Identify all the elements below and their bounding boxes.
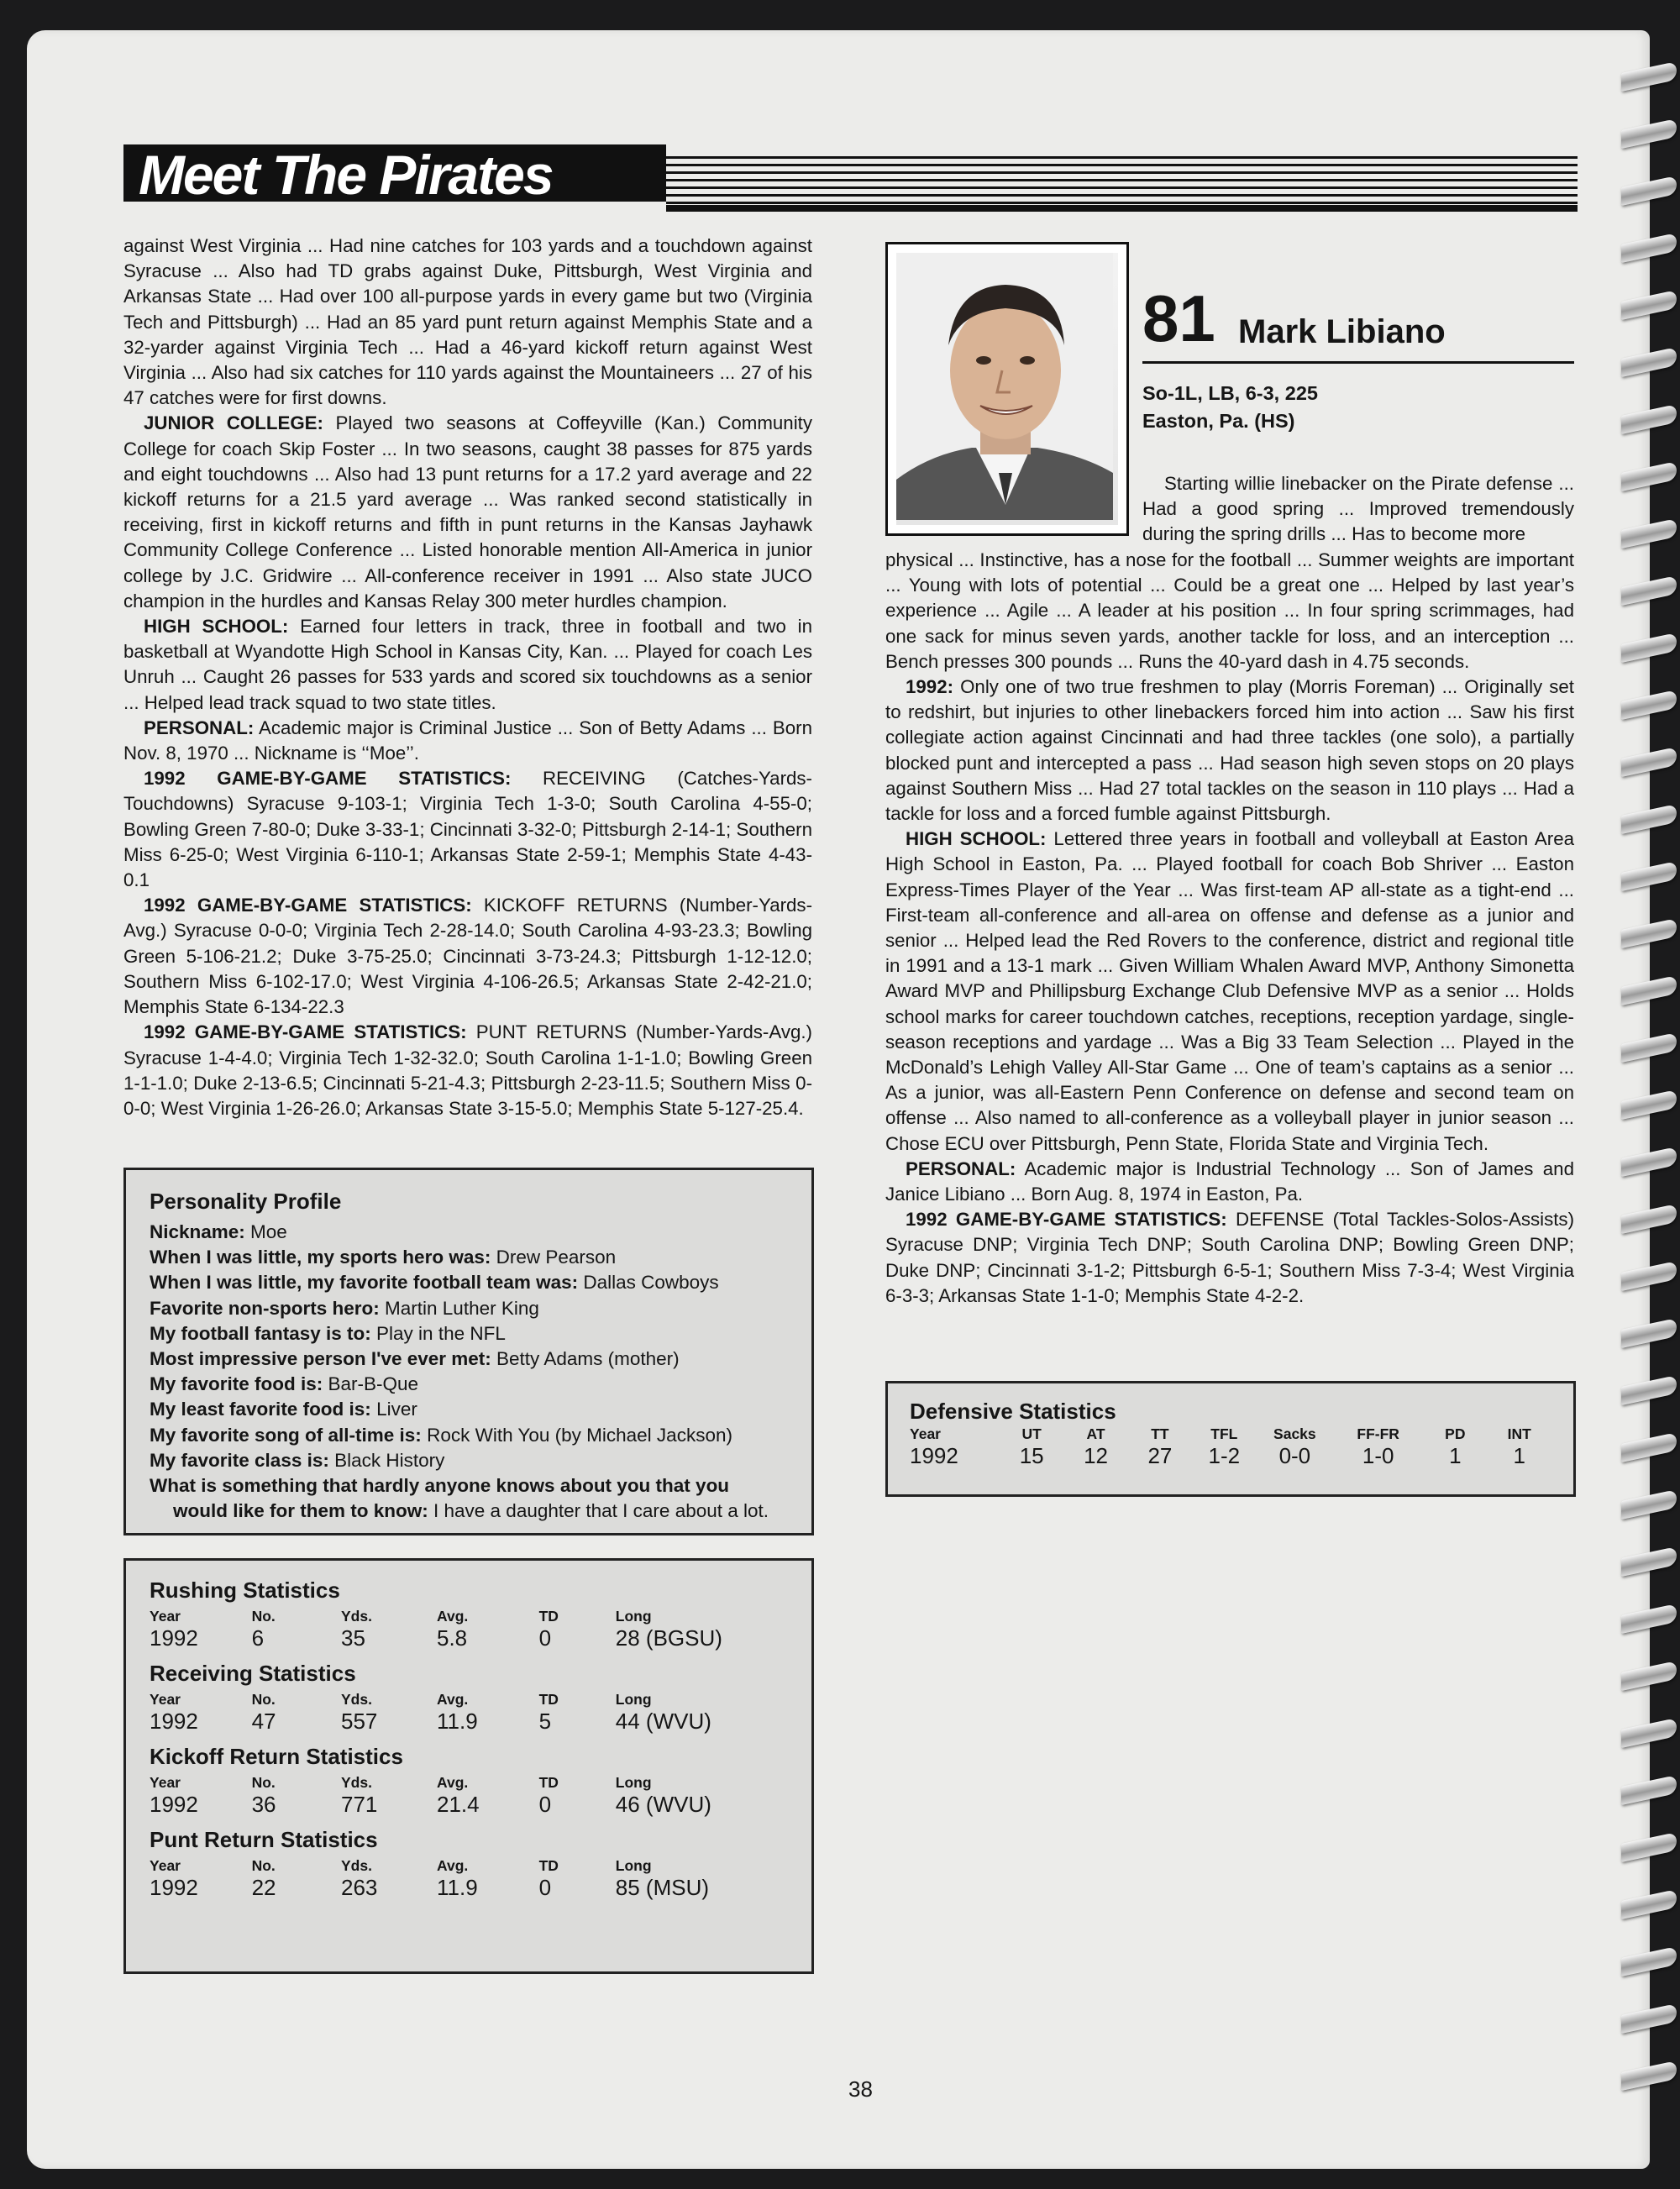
player-class-position: So-1L, LB, 6-3, 225 — [1142, 382, 1318, 404]
stats-table — [150, 1690, 788, 1737]
bio-paragraph: against West Virginia ... Had nine catches for 103 yards and a touchdown against Syracuse ... Also had TD grabs against Duke, Pittsburgh, West Virginia and Arkansas State ... Had over 100 all-purpose yards in every game but two (Virginia Tech and Pittsburgh) ... Had an 85 yard punt return against Memphis State and a 32-yarder against Virginia Tech ... Had a 46-yard kickoff return against West Virginia ... Also had six catches for 110 yards against the Mountaineers ... 27 of his 47 catches were for first downs. — [123, 235, 812, 409]
col-header: TFL — [1210, 1425, 1238, 1442]
binding-ring — [1621, 861, 1677, 891]
table-cell: 1-0 — [1362, 1443, 1394, 1468]
stats-group-title: Receiving Statistics — [150, 1661, 356, 1686]
binding-ring — [1621, 1089, 1677, 1120]
profile-answer: Rock With You (by Michael Jackson) — [421, 1424, 732, 1446]
binding-ring — [1621, 633, 1677, 663]
col-header: Avg. — [436, 1607, 469, 1625]
profile-item — [150, 1321, 788, 1346]
player-portrait — [896, 253, 1118, 525]
bio-text: Played two seasons at Coffeyville (Kan.) Community College for coach Skip Foster ... In two seasons, caught 38 passes for 875 yards and eight touchdowns ... Also had 13 punt returns for a 17.2 yard average and 22 kickoff returns for a 21.5 yard average ... Was ranked second statistically in receiving, first in kickoff returns and fifth in punt returns in the Kansas Jayhawk Community College Conference ... Listed honorable mention All-America in junior college by J.C. Gridwire ... All-conference receiver in 1991 ... Also state JUCO champion in the hurdles and Kansas Relay 300 meter hurdles champion. — [123, 412, 813, 612]
bio-label: 1992 GAME-BY-GAME STATISTICS: — [144, 1021, 467, 1043]
stats-table — [150, 1773, 788, 1820]
col-header: TT — [1151, 1425, 1169, 1442]
binding-ring — [1621, 347, 1677, 377]
bio-paragraph — [885, 675, 1574, 827]
binding-ring — [1621, 1204, 1677, 1234]
col-header: Yds. — [340, 1773, 372, 1791]
binding-ring — [1621, 804, 1677, 834]
bio-label: JUNIOR COLLEGE: — [144, 412, 323, 434]
binding-ring — [1621, 176, 1677, 206]
profile-question: My favorite food is: — [150, 1373, 323, 1395]
col-header: Year — [150, 1690, 181, 1708]
bio-paragraph — [885, 827, 1574, 1157]
profile-answer: Black History — [328, 1449, 445, 1471]
player-photo — [885, 242, 1129, 536]
stats-table — [150, 1856, 788, 1903]
bio-text: Only one of two true freshmen to play (Morris Foreman) ... Originally set to redshirt, but injuries to other linebackers forced him into action ... Saw his first collegiate action against Cincinnati and had three tackles (one solo), a partially blocked punt and intercepted a pass ... Had season high seven stops on 20 plays against Southern Miss ... Had 27 total tackles on the season in 110 plays ... Had a tackle for loss and a forced fumble against Pittsburgh. — [885, 676, 1574, 825]
binding-ring — [1621, 1604, 1677, 1634]
profile-item — [150, 1397, 788, 1422]
table-row — [150, 1792, 788, 1820]
table-cell: 0 — [538, 1875, 552, 1900]
profile-item — [150, 1423, 788, 1448]
bio-label: HIGH SCHOOL: — [906, 828, 1047, 850]
binding-ring — [1621, 1489, 1677, 1520]
profile-answer: Betty Adams (mother) — [491, 1348, 680, 1370]
binding-ring — [1621, 1147, 1677, 1177]
table-cell: 0-0 — [1278, 1443, 1311, 1468]
col-header: Yds. — [340, 1856, 372, 1874]
binding-ring — [1621, 690, 1677, 720]
col-header: TD — [538, 1690, 559, 1708]
stats-group-kickoff — [150, 1744, 788, 1820]
right-column — [885, 548, 1574, 1309]
table-cell: 11.9 — [436, 1709, 478, 1734]
table-cell: 0 — [538, 1625, 552, 1651]
col-header: No. — [251, 1607, 276, 1625]
stats-group-title: Rushing Statistics — [150, 1577, 340, 1603]
bio-paragraph — [123, 614, 812, 716]
col-header: INT — [1507, 1425, 1531, 1442]
table-cell: 5.8 — [436, 1625, 468, 1651]
table-cell: 1992 — [910, 1443, 958, 1468]
table-cell: 27 — [1147, 1443, 1173, 1468]
profile-answer: Play in the NFL — [370, 1322, 506, 1344]
stats-group-title: Punt Return Statistics — [150, 1827, 378, 1852]
col-header: Long — [615, 1607, 652, 1625]
bio-label: 1992 GAME-BY-GAME STATISTICS: — [144, 895, 472, 916]
profile-item — [150, 1372, 788, 1397]
header-rules — [666, 156, 1578, 212]
profile-answer: Bar-B-Que — [323, 1373, 419, 1395]
col-header: Avg. — [436, 1773, 469, 1791]
col-header: Year — [150, 1856, 181, 1874]
table-cell: 35 — [340, 1625, 365, 1651]
profile-item — [150, 1296, 788, 1321]
col-header: AT — [1086, 1425, 1105, 1442]
col-header: Long — [615, 1690, 652, 1708]
profile-answer: Drew Pearson — [491, 1247, 617, 1268]
table-cell: 6 — [251, 1625, 265, 1651]
bio-label: HIGH SCHOOL: — [144, 616, 289, 638]
col-header: Long — [615, 1856, 652, 1874]
bio-paragraph — [885, 1207, 1574, 1309]
profile-item — [150, 1346, 788, 1372]
profile-answer: Liver — [370, 1399, 417, 1420]
binding-ring — [1621, 518, 1677, 549]
col-header: PD — [1445, 1425, 1466, 1442]
binding-ring — [1621, 1775, 1677, 1805]
profile-question: Favorite non-sports hero: — [150, 1297, 380, 1319]
col-header: FF-FR — [1357, 1425, 1399, 1442]
bio-paragraph — [123, 411, 812, 614]
bio-text: PUNT RETURNS (Number-Yards-Avg.) Syracuse 1-4-4.0; Virginia Tech 1-32-32.0; South Carolina 1-1-1.0; Bowling Green 1-1-1.0; Duke 2-13-6.5; Cincinnati 5-21-4.3; Pittsburgh 2-23-11.5; Southern Miss 0-0-0; West Virginia 1-26-26.0; Arkansas State 3-15-5.0; Memphis State 5-127-25.4. — [123, 1021, 812, 1119]
binding-ring — [1621, 975, 1677, 1005]
binding-ring — [1621, 1318, 1677, 1348]
table-cell: 0 — [538, 1792, 552, 1817]
col-header: No. — [251, 1856, 276, 1874]
binding-ring — [1621, 2003, 1677, 2034]
binding-ring — [1621, 1718, 1677, 1748]
profile-item — [150, 1270, 788, 1295]
table-cell: 557 — [340, 1709, 378, 1734]
table-cell: 1992 — [150, 1792, 198, 1817]
bio-paragraph — [123, 766, 812, 893]
profile-answer: Moe — [244, 1221, 287, 1242]
bio-paragraph — [885, 548, 1574, 675]
bio-label: 1992 GAME-BY-GAME STATISTICS: — [144, 768, 512, 790]
binding-ring — [1621, 1946, 1677, 1976]
table-row — [150, 1709, 788, 1737]
name-divider — [1142, 361, 1574, 364]
table-cell: 263 — [340, 1875, 378, 1900]
binding-ring — [1621, 290, 1677, 320]
personality-profile-title: Personality Profile — [150, 1189, 342, 1214]
stats-group-punt — [150, 1827, 788, 1903]
profile-question: Nickname: — [150, 1221, 245, 1242]
profile-question: When I was little, my sports hero was: — [150, 1247, 491, 1268]
bio-label: 1992: — [906, 676, 954, 698]
binding-ring — [1621, 233, 1677, 263]
table-cell: 1 — [1449, 1443, 1462, 1468]
binding-ring — [1621, 1032, 1677, 1063]
table-cell: 36 — [251, 1792, 276, 1817]
bio-text: KICKOFF RETURNS (Number-Yards-Avg.) Syracuse 0-0-0; Virginia Tech 2-28-14.0; South Carolina 4-93-23.3; Bowling Green 5-106-21.2; Duke 3-75-25.0; Cincinnati 3-73-24.3; Pittsburgh 1-12-12.0; Southern Miss 6-102-17.0; West Virginia 4-106-26.5; Arkansas State 2-42-21.0; Memphis State 6-134-22.3 — [123, 895, 812, 1018]
table-cell: 21.4 — [436, 1792, 480, 1817]
table-cell: 1-2 — [1208, 1443, 1241, 1468]
binding-ring — [1621, 461, 1677, 491]
profile-item — [150, 1499, 788, 1524]
stats-group-rushing — [150, 1577, 788, 1654]
offense-stats-box — [123, 1558, 814, 1974]
profile-item — [150, 1220, 788, 1245]
profile-question: My football fantasy is to: — [150, 1322, 371, 1344]
binding-ring — [1621, 918, 1677, 948]
defense-stats-box — [885, 1381, 1576, 1497]
col-header: Avg. — [436, 1856, 469, 1874]
col-header: TD — [538, 1856, 559, 1874]
section-title: Meet The Pirates — [139, 144, 553, 206]
binding-ring — [1621, 404, 1677, 434]
spiral-binding — [1621, 67, 1680, 2167]
player-name: Mark Libiano — [1238, 313, 1446, 350]
table-row — [150, 1625, 788, 1654]
table-cell: 15 — [1019, 1443, 1044, 1468]
binding-ring — [1621, 1261, 1677, 1291]
profile-answer: Martin Luther King — [379, 1297, 539, 1319]
col-header: Avg. — [436, 1690, 469, 1708]
binding-ring — [1621, 1832, 1677, 1862]
binding-ring — [1621, 1375, 1677, 1405]
intro-text: Starting willie linebacker on the Pirate defense ... Had a good spring ... Improved tremendously during the spring drills ... Has to become more — [1142, 473, 1574, 545]
table-cell: 46 (WVU) — [615, 1792, 711, 1817]
page-number: 38 — [848, 2076, 873, 2102]
profile-item — [150, 1245, 788, 1270]
profile-item — [150, 1448, 788, 1473]
col-header: Year — [150, 1773, 181, 1791]
table-cell: 12 — [1084, 1443, 1108, 1468]
binding-ring — [1621, 1546, 1677, 1577]
portrait-image — [896, 253, 1113, 520]
table-cell: 22 — [251, 1875, 276, 1900]
col-header: Long — [615, 1773, 652, 1791]
defense-stats-table — [910, 1425, 1551, 1472]
bio-text: Academic major is Criminal Justice ... Son of Betty Adams ... Born Nov. 8, 1970 ... Nickname is ‘‘Moe’’. — [123, 717, 812, 764]
table-cell: 11.9 — [436, 1875, 478, 1900]
bio-text: physical ... Instinctive, has a nose for the football ... Summer weights are important ... Young with lots of potential ... Could be a great one ... Helped by last year’s experience ... Agile ... A leader at his position ... In four spring scrimmages, had one sack for minus seven yards, another tackle for loss, and an interception ... Bench presses 300 pounds ... Runs the 40-yard dash in 4.75 seconds. — [885, 549, 1574, 672]
binding-ring — [1621, 1889, 1677, 1919]
profile-question: When I was little, my favorite football team was: — [150, 1272, 579, 1294]
bio-label: PERSONAL: — [144, 717, 255, 738]
col-header: Year — [910, 1425, 941, 1442]
bio-text: Lettered three years in football and volleyball at Easton Area High School in Easton, Pa. ... Played football for coach Bob Shriver ... Easton Express-Times Player of the Year ... Was first-team AP all-state as a tight-end ... First-team all-conference and all-area on offense and defense as a junior and senior ... Helped lead the Red Rovers to the conference, district and regional title in 1991 and a 13-1 mark ... Given William Whalen Award MVP, Anthony Simonetta Award MVP and Phillipsburg Exchange Club Defensive MVP as a senior ... Holds school marks for career touchdown catches, receptions, reception yardage, single-season receptions and yardage ... Was a Big 33 Team Selection ... Played in the McDonald’s Lehigh Valley All-Star Game ... One of team’s captains as a senior ... As a junior, was all-Eastern Penn Conference on defense and second team on offense ... Also named to all-conference as a volleyball player in junior season ... Chose ECU over Pittsburgh, Penn State, Florida State and Virginia Tech. — [885, 828, 1574, 1154]
table-cell: 47 — [251, 1709, 276, 1734]
player-number: 81 — [1142, 281, 1215, 355]
profile-question: Most impressive person I've ever met: — [150, 1348, 491, 1370]
table-cell: 1992 — [150, 1875, 198, 1900]
table-row — [910, 1443, 1551, 1472]
profile-question: would like for them to know: — [173, 1500, 428, 1522]
table-cell: 1 — [1513, 1443, 1525, 1468]
col-header: TD — [538, 1773, 559, 1791]
table-cell: 5 — [538, 1709, 552, 1734]
col-header: Yds. — [340, 1690, 372, 1708]
binding-ring — [1621, 1661, 1677, 1691]
binding-ring — [1621, 575, 1677, 606]
bio-label: 1992 GAME-BY-GAME STATISTICS: — [906, 1209, 1227, 1231]
binding-ring — [1621, 747, 1677, 777]
col-header: Sacks — [1273, 1425, 1316, 1442]
binding-ring — [1621, 1432, 1677, 1462]
stats-group-receiving — [150, 1661, 788, 1737]
bio-paragraph — [123, 716, 812, 766]
col-header: Year — [150, 1607, 181, 1625]
player-intro — [1142, 471, 1574, 548]
bio-text: Earned four letters in track, three in football and two in basketball at Wyandotte High School in Kansas City, Kan. ... Played for coach Les Unruh ... Caught 26 passes for 533 yards and scored six touchdowns as a senior ... Helped lead track squad to two state titles. — [123, 616, 813, 713]
section-header — [123, 144, 666, 206]
profile-question: My favorite class is: — [150, 1449, 329, 1471]
bio-text: Academic major is Industrial Technology ... Son of James and Janice Libiano ... Born Aug. 8, 1974 in Easton, Pa. — [885, 1157, 1574, 1205]
col-header: TD — [538, 1607, 559, 1625]
profile-answer: Dallas Cowboys — [578, 1272, 719, 1294]
col-header: No. — [251, 1773, 276, 1791]
personality-profile-box — [123, 1168, 814, 1535]
stats-table — [150, 1607, 788, 1654]
bio-label: PERSONAL: — [906, 1157, 1016, 1179]
bio-paragraph — [123, 1020, 812, 1121]
bio-paragraph — [885, 1157, 1574, 1207]
binding-ring — [1621, 2060, 1677, 2091]
profile-question: What is something that hardly anyone knows about you that you — [150, 1475, 730, 1497]
stats-group-title: Kickoff Return Statistics — [150, 1744, 403, 1769]
bio-text: DEFENSE (Total Tackles-Solos-Assists) Syracuse DNP; Virginia Tech DNP; South Carolina DNP; Bowling Green DNP; Duke DNP; Cincinnati 3-1-2; Pittsburgh 6-5-1; Southern Miss 7-3-4; West Virginia 6-3-3; Arkansas State 1-1-0; Memphis State 4-2-2. — [885, 1209, 1574, 1306]
table-cell: 44 (WVU) — [615, 1709, 711, 1734]
col-header: No. — [251, 1690, 276, 1708]
profile-item — [150, 1473, 788, 1499]
table-cell: 1992 — [150, 1709, 198, 1734]
defense-stats-title: Defensive Statistics — [910, 1399, 1116, 1424]
table-cell: 1992 — [150, 1625, 198, 1651]
table-cell: 28 (BGSU) — [615, 1625, 722, 1651]
profile-question: My favorite song of all-time is: — [150, 1424, 422, 1446]
col-header: UT — [1021, 1425, 1042, 1442]
table-row — [150, 1875, 788, 1903]
left-column — [123, 234, 812, 1121]
binding-ring — [1621, 118, 1677, 149]
bio-paragraph — [123, 893, 812, 1020]
bio-text: RECEIVING (Catches-Yards-Touchdowns) Syracuse 9-103-1; Virginia Tech 1-3-0; South Carolina 4-55-0; Bowling Green 7-80-0; Duke 3-33-1; Cincinnati 3-32-0; Pittsburgh 2-14-1; Southern Miss 6-25-0; West Virginia 6-110-1; Arkansas State 2-59-1; Memphis State 4-43-0.1 — [123, 768, 812, 891]
profile-answer: I have a daughter that I care about a lot. — [428, 1500, 769, 1522]
profile-question: My least favorite food is: — [150, 1399, 371, 1420]
player-hometown: Easton, Pa. (HS) — [1142, 410, 1295, 432]
table-cell: 771 — [340, 1792, 378, 1817]
player-info — [1142, 380, 1318, 435]
table-cell: 85 (MSU) — [615, 1875, 710, 1900]
col-header: Yds. — [340, 1607, 372, 1625]
